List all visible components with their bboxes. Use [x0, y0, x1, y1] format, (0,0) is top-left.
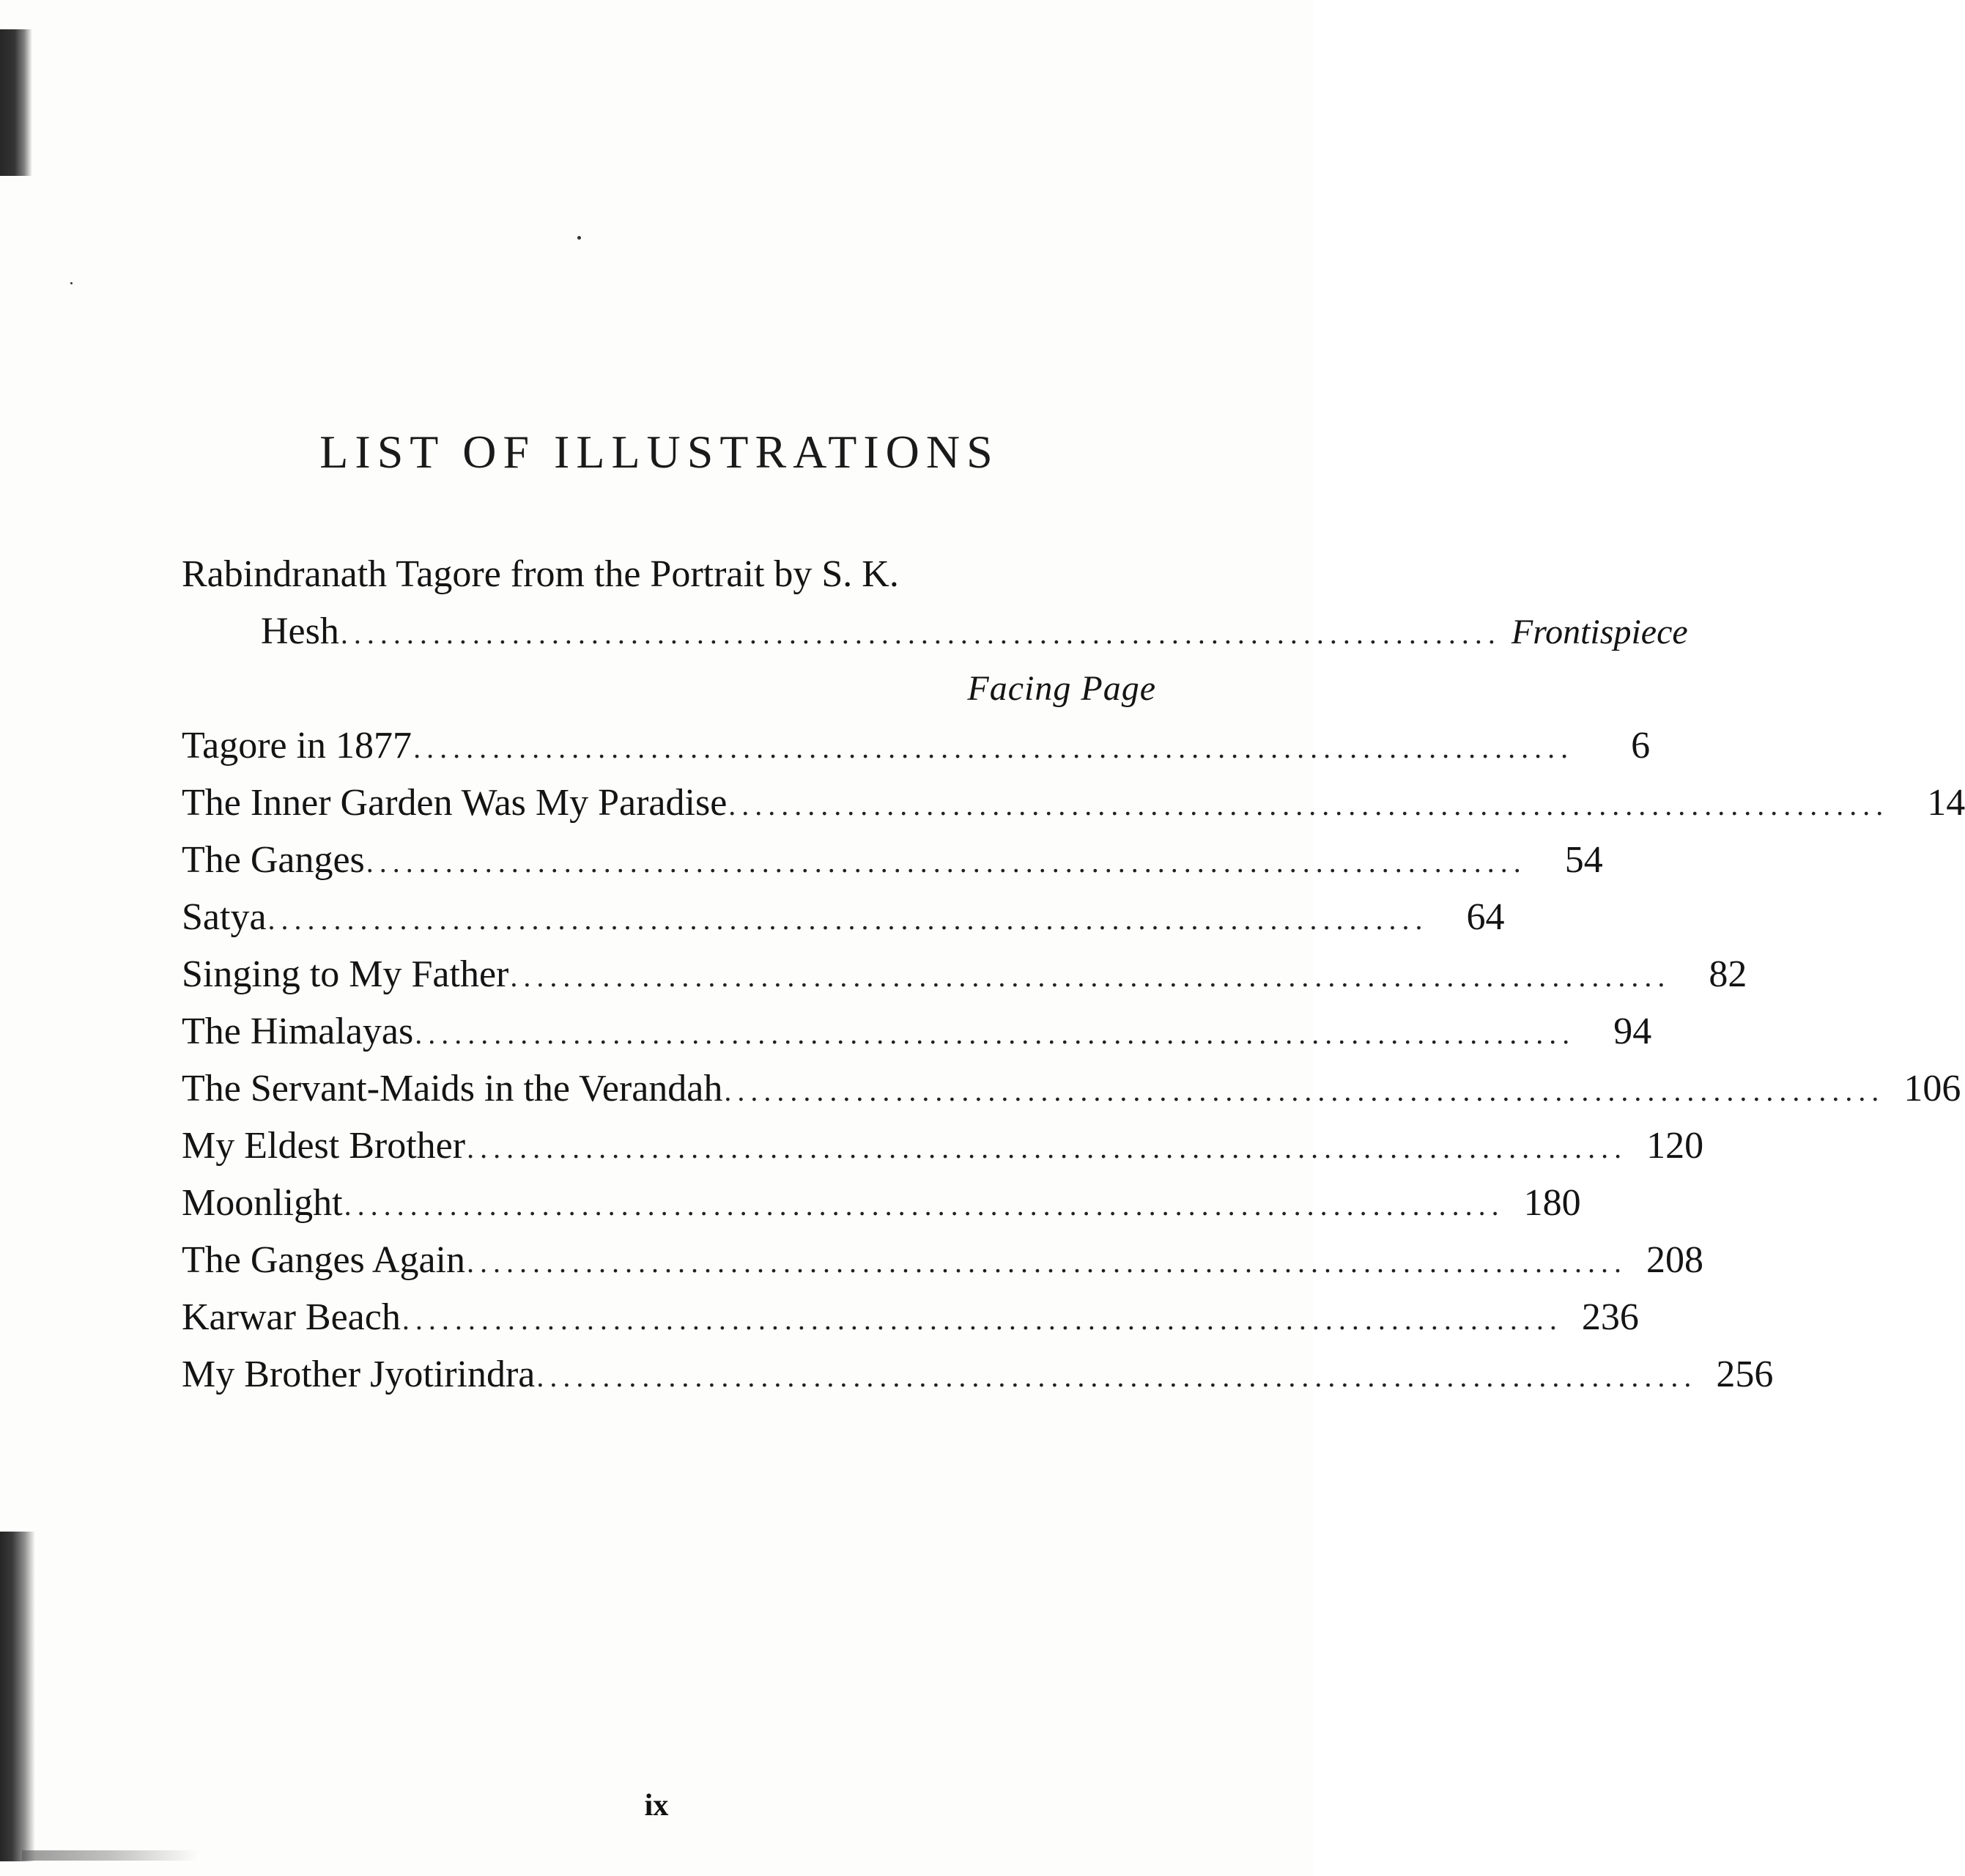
page-number: ix	[644, 1789, 669, 1823]
dot-leader: ........................................................................................	[413, 731, 1574, 764]
entry-page-number: 256	[1716, 1354, 1774, 1395]
dot-leader: ........................................................................................	[340, 617, 1501, 650]
entry-page-number: 120	[1646, 1125, 1704, 1167]
list-item	[182, 1232, 1704, 1289]
scan-shadow-bottom	[0, 1532, 35, 1861]
list-item	[182, 1289, 1639, 1346]
entry-page-number: 64	[1466, 896, 1505, 938]
frontispiece-entry-line1	[182, 546, 1156, 603]
entry-title: The Ganges Again	[182, 1239, 466, 1281]
dot-leader: ........................................................................................	[415, 1017, 1576, 1050]
entry-page-number: 180	[1523, 1182, 1581, 1224]
frontispiece-label: Frontispiece	[1511, 613, 1688, 651]
entry-page-number: 106	[1903, 1068, 1961, 1109]
entry-page-number: 14	[1927, 782, 1965, 824]
dot-leader: ........................................................................................	[366, 846, 1527, 879]
dot-leader: ........................................................................................	[401, 1303, 1563, 1336]
entry-page-number: 94	[1613, 1011, 1652, 1052]
entry-title: Karwar Beach	[182, 1296, 401, 1338]
dot-leader: ........................................................................................	[467, 1131, 1628, 1164]
entry-title: Satya	[182, 896, 267, 938]
dust-speck	[70, 282, 73, 284]
entry-title: The Himalayas	[182, 1011, 414, 1052]
frontispiece-entry-line2	[182, 603, 1688, 660]
entry-title: The Servant-Maids in the Verandah	[182, 1068, 723, 1109]
dot-leader: ........................................................................................	[467, 1246, 1628, 1279]
list-item	[182, 717, 1651, 775]
scan-shadow-top	[0, 29, 32, 176]
entry-title: The Inner Garden Was My Paradise	[182, 782, 728, 824]
dot-leader: ........................................................................................	[267, 903, 1429, 936]
list-item	[182, 1118, 1704, 1175]
dot-leader: ........................................................................................	[344, 1189, 1505, 1222]
list-item	[182, 775, 1965, 832]
illustrations-list	[182, 546, 1965, 1403]
entry-page-number: 208	[1646, 1239, 1704, 1281]
scan-shadow-floor	[22, 1850, 198, 1861]
entry-page-number: 54	[1564, 839, 1603, 881]
entry-title: My Eldest Brother	[182, 1125, 466, 1167]
entry-title: Tagore in 1877	[182, 725, 412, 767]
entry-page-number: 82	[1709, 953, 1747, 995]
dust-speck	[577, 236, 581, 240]
entry-title: The Ganges	[182, 839, 365, 881]
dot-leader: ........................................................................................	[724, 1074, 1885, 1107]
dot-leader: ........................................................................................	[728, 789, 1890, 821]
list-item	[182, 1003, 1652, 1060]
list-item	[182, 832, 1603, 889]
page-title: LIST OF ILLUSTRATIONS	[319, 426, 999, 478]
list-item	[182, 889, 1505, 946]
entry-page-number: 6	[1631, 725, 1651, 767]
dot-leader: ........................................................................................	[536, 1360, 1698, 1393]
list-item	[182, 946, 1747, 1003]
entry-rows	[182, 717, 1965, 1403]
entry-page-number: 236	[1581, 1296, 1639, 1338]
frontispiece-title-line1: Rabindranath Tagore from the Portrait by S. K.	[182, 553, 899, 595]
entry-title: Moonlight	[182, 1182, 343, 1224]
dot-leader: ........................................................................................	[510, 960, 1671, 993]
column-label-row	[182, 660, 1156, 717]
facing-page-label: Facing Page	[967, 669, 1156, 708]
frontispiece-title-line2: Hesh	[261, 610, 339, 652]
list-item	[182, 1346, 1774, 1403]
entry-title: Singing to My Father	[182, 953, 509, 995]
list-item	[182, 1060, 1961, 1118]
list-item	[182, 1175, 1581, 1232]
entry-title: My Brother Jyotirindra	[182, 1354, 536, 1395]
